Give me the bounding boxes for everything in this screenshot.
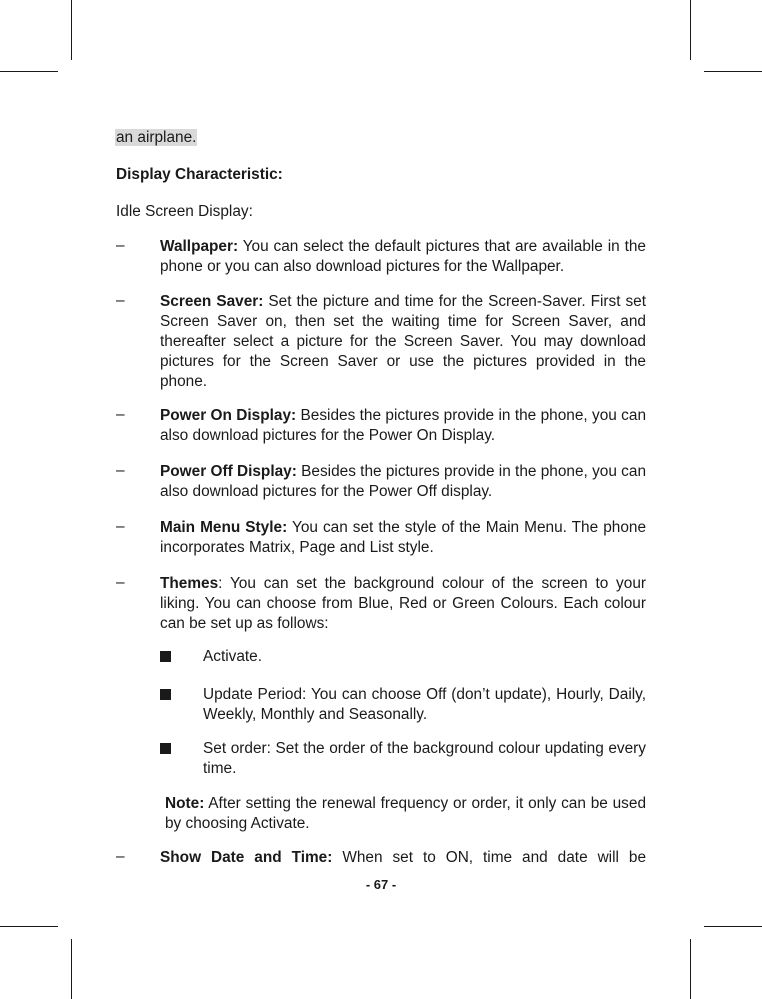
dash-bullet-icon: – (116, 518, 125, 535)
crop-mark-bottom-right-vertical (690, 939, 691, 999)
list-item-screen-saver (160, 292, 646, 392)
note-paragraph (165, 794, 646, 834)
sub-item-set-order: Set order: Set the order of the background colour updating every time. (203, 740, 646, 777)
item-text: Set the picture and time for the Screen-Saver. First set Screen Saver on, then set the waiting time for Screen Saver, and thereafter select a picture for the Screen Saver. You may download pictures for the Screen Saver or use the pictures provided in the phone. (160, 293, 647, 390)
item-text: : You can set the background colour of the screen to your liking. You can choose from Blue, Red or Green Colours. Each colour can be set up as follows: (160, 575, 646, 632)
list-item-wallpaper (160, 237, 646, 277)
note-label: Note: (165, 795, 205, 812)
item-text: Besides the pictures provide in the phone, you can also download pictures for the Power Off display. (160, 463, 647, 500)
crop-mark-top-right-vertical (690, 0, 691, 60)
item-label: Wallpaper: (160, 238, 239, 255)
crop-mark-bottom-left-horizontal (0, 926, 58, 927)
item-label: Power Off Display: (160, 463, 297, 480)
sub-item-activate: Activate. (203, 648, 263, 665)
dash-bullet-icon: – (116, 574, 125, 591)
item-text: When set to ON, time and date will be (332, 849, 647, 866)
list-item-main-menu-style (160, 518, 646, 558)
crop-mark-top-left-horizontal (0, 71, 58, 72)
crop-mark-top-right-horizontal (704, 71, 762, 72)
crop-mark-top-left-vertical (71, 0, 72, 60)
item-text: Besides the pictures provide in the phone, you can also download pictures for the Power On Display. (160, 407, 647, 444)
item-text: You can select the default pictures that are available in the phone or you can also download pictures for the Wallpaper. (160, 238, 646, 275)
square-bullet-icon (160, 689, 171, 700)
section-subheading: Idle Screen Display: (116, 203, 253, 220)
dash-bullet-icon: – (116, 406, 125, 423)
square-bullet-icon (160, 651, 171, 662)
list-item-show-date-and-time (160, 848, 646, 868)
section-heading: Display Characteristic: (116, 166, 283, 183)
list-item-themes (160, 574, 646, 634)
dash-bullet-icon: – (116, 462, 125, 479)
item-label: Screen Saver: (160, 293, 264, 310)
intro-text (115, 129, 197, 147)
square-bullet-icon (160, 743, 171, 754)
list-item-power-off-display (160, 462, 646, 502)
list-item-power-on-display (160, 406, 646, 446)
crop-mark-bottom-left-vertical (71, 939, 72, 999)
page-number: - 67 - (365, 877, 397, 892)
item-text: You can set the style of the Main Menu. The phone incorporates Matrix, Page and List style. (160, 519, 647, 556)
sub-item-update-period: Update Period: You can choose Off (don’t update), Hourly, Daily, Weekly, Monthly and Seasonally. (203, 686, 646, 723)
note-text: After setting the renewal frequency or order, it only can be used by choosing Activate. (165, 795, 646, 832)
item-label: Show Date and Time: (160, 849, 333, 866)
crop-mark-bottom-right-horizontal (704, 926, 762, 927)
highlighted-intro: an airplane. (116, 129, 197, 146)
dash-bullet-icon: – (116, 848, 125, 865)
dash-bullet-icon: – (116, 292, 125, 309)
item-label: Main Menu Style: (160, 519, 288, 536)
item-label: Power On Display: (160, 407, 297, 424)
item-label: Themes (160, 575, 219, 592)
dash-bullet-icon: – (116, 237, 125, 254)
